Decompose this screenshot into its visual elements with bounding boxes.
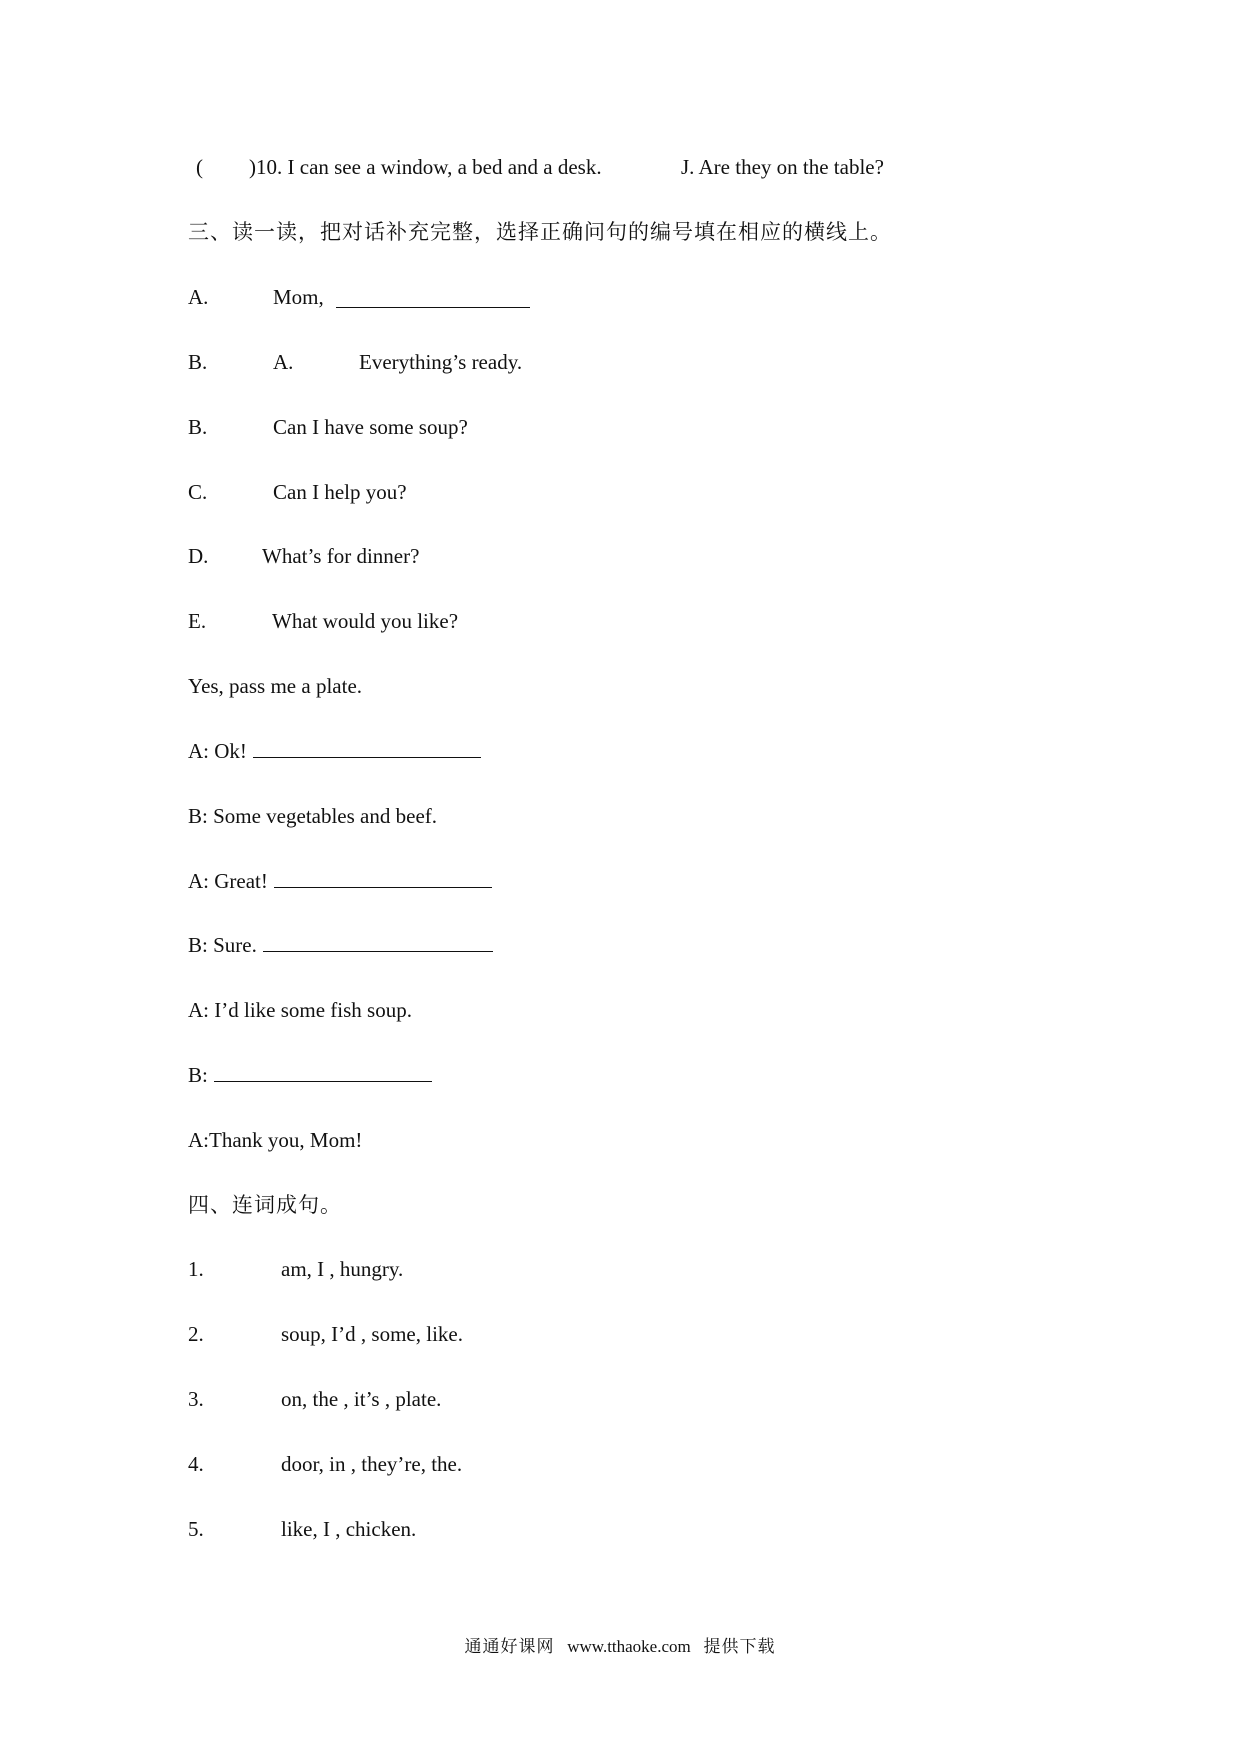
dialogue-line-4 bbox=[188, 868, 492, 894]
list-item-e bbox=[188, 608, 459, 634]
dialogue-text: B: Sure. bbox=[188, 933, 257, 957]
item-number: 1. bbox=[188, 1257, 204, 1281]
footer-suffix: 提供下载 bbox=[703, 1637, 776, 1657]
item-number: 4. bbox=[188, 1452, 204, 1476]
answer-blank[interactable] bbox=[214, 1063, 432, 1082]
list-text: Can I have some soup? bbox=[273, 415, 468, 439]
list-label: E. bbox=[188, 609, 207, 633]
dialogue-text: A: Ok! bbox=[188, 739, 247, 763]
sentence-item-3 bbox=[188, 1386, 442, 1412]
item-number: 3. bbox=[188, 1387, 204, 1411]
list-item-b bbox=[188, 414, 468, 440]
list-text: What would you like? bbox=[272, 609, 459, 633]
list-text: Everything’s ready. bbox=[359, 350, 523, 374]
dialogue-line-5 bbox=[188, 932, 493, 958]
item-number: 2. bbox=[188, 1322, 204, 1346]
item-words: soup, I’d , some, like. bbox=[281, 1322, 463, 1346]
list-item-b-a bbox=[188, 349, 523, 375]
dialogue-line-1: Yes, pass me a plate. bbox=[188, 674, 363, 698]
list-sublabel: A. bbox=[273, 350, 294, 374]
list-text: Mom, bbox=[273, 285, 324, 309]
footer-url[interactable]: www.tthaoke.com bbox=[567, 1637, 691, 1656]
section-3-title: 三、读一读，把对话补充完整，选择正确问句的编号填在相应的横线上。 bbox=[188, 220, 892, 244]
sentence-item-2 bbox=[188, 1321, 463, 1347]
section-4-title: 四、连词成句。 bbox=[188, 1193, 342, 1217]
list-label: A. bbox=[188, 285, 209, 309]
item-number: 5. bbox=[188, 1517, 204, 1541]
dialogue-text: A: Great! bbox=[188, 869, 268, 893]
item-words: am, I , hungry. bbox=[281, 1257, 404, 1281]
list-label: C. bbox=[188, 480, 208, 504]
list-text: What’s for dinner? bbox=[262, 544, 420, 568]
answer-paren-close: ) bbox=[249, 155, 256, 179]
list-label: B. bbox=[188, 350, 208, 374]
list-item-d bbox=[188, 543, 420, 569]
list-item-c bbox=[188, 479, 407, 505]
list-text: Can I help you? bbox=[273, 480, 407, 504]
sentence-item-4 bbox=[188, 1451, 463, 1477]
option-j: J. Are they on the table? bbox=[681, 155, 884, 179]
list-item-a bbox=[188, 284, 324, 310]
answer-blank[interactable] bbox=[253, 739, 481, 758]
answer-paren-open: ( bbox=[196, 155, 203, 179]
dialogue-line-3: B: Some vegetables and beef. bbox=[188, 804, 438, 828]
dialogue-text: B: bbox=[188, 1063, 208, 1087]
answer-blank[interactable] bbox=[263, 933, 493, 952]
footer-site-name: 通通好课网 bbox=[464, 1637, 555, 1657]
question-10-text: 10. I can see a window, a bed and a desk. bbox=[256, 155, 602, 179]
answer-blank[interactable] bbox=[274, 869, 492, 888]
dialogue-line-8: A:Thank you, Mom! bbox=[188, 1128, 363, 1152]
sentence-item-1 bbox=[188, 1256, 404, 1282]
answer-blank[interactable] bbox=[336, 289, 530, 308]
sentence-item-5 bbox=[188, 1516, 417, 1542]
question-10 bbox=[196, 154, 884, 180]
list-label: B. bbox=[188, 415, 208, 439]
item-words: like, I , chicken. bbox=[281, 1517, 417, 1541]
item-words: door, in , they’re, the. bbox=[281, 1452, 463, 1476]
dialogue-line-6: A: I’d like some fish soup. bbox=[188, 998, 412, 1022]
list-label: D. bbox=[188, 544, 209, 568]
page-footer bbox=[0, 1636, 1240, 1658]
dialogue-line-7 bbox=[188, 1062, 432, 1088]
dialogue-line-2 bbox=[188, 738, 481, 764]
item-words: on, the , it’s , plate. bbox=[281, 1387, 442, 1411]
